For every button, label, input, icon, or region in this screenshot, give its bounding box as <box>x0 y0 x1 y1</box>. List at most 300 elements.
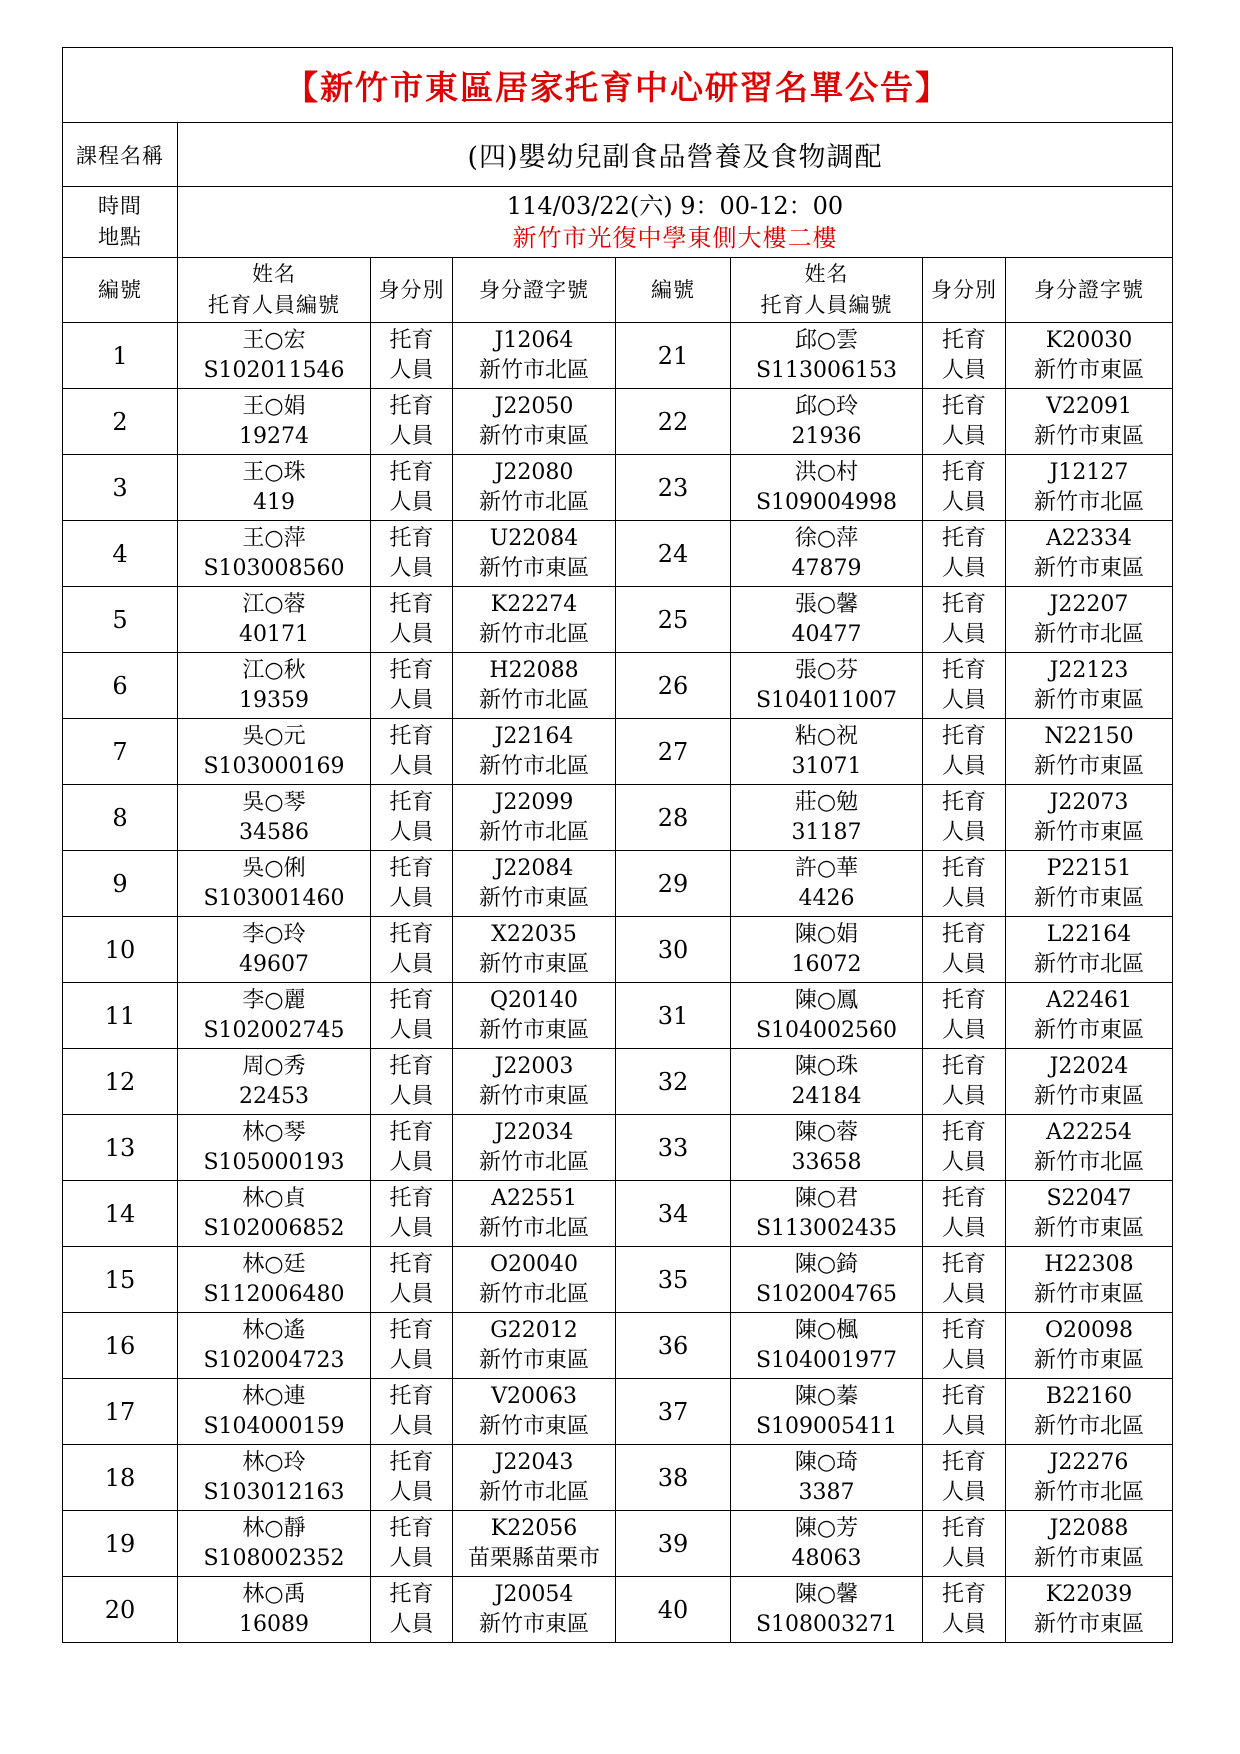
table-row <box>63 653 1173 719</box>
entry-id-area <box>453 785 616 851</box>
entry-identity-type-2: 人員 <box>941 1347 986 1373</box>
entry-name-code-name: 陳○珠 <box>794 1053 859 1079</box>
table-row <box>63 323 1173 389</box>
entry-identity-type-2: 人員 <box>941 489 986 515</box>
entry-name-code <box>731 1049 923 1115</box>
entry-identity-type-1: 托育 <box>389 1053 434 1079</box>
entry-name-code-code: 24184 <box>791 1083 862 1109</box>
entry-name-code <box>178 1049 371 1115</box>
entry-identity <box>923 1445 1006 1511</box>
entry-name-code-code: S109004998 <box>755 489 898 515</box>
entry-id-area-area: 新竹市北區 <box>1033 489 1144 515</box>
entry-id-area-area: 新竹市東區 <box>1033 1281 1144 1307</box>
entry-identity-type-1: 托育 <box>941 1119 986 1145</box>
entry-name-code-code: S103012163 <box>203 1479 345 1505</box>
table-row <box>63 851 1173 917</box>
entry-id-area <box>1006 1115 1173 1181</box>
entry-name-code-code: S113006153 <box>755 357 898 383</box>
entry-number: 39 <box>616 1511 731 1577</box>
entry-identity <box>371 785 453 851</box>
entry-identity-type-1: 托育 <box>941 987 986 1013</box>
entry-identity-type-2: 人員 <box>389 819 434 845</box>
header-identity: 身分別 <box>371 258 453 323</box>
entry-identity-type-2: 人員 <box>941 819 986 845</box>
entry-identity <box>923 1049 1006 1115</box>
entry-id-area-id: O20040 <box>489 1251 579 1277</box>
entry-name-code <box>731 521 923 587</box>
entry-id-area-id: K20030 <box>1045 327 1133 353</box>
entry-id-area <box>1006 719 1173 785</box>
entry-id-area-area: 新竹市北區 <box>478 1281 589 1307</box>
entry-id-area <box>453 1511 616 1577</box>
entry-identity-type-2: 人員 <box>389 1149 434 1175</box>
entry-name-code-name: 洪○村 <box>794 459 859 485</box>
entry-name-code-name: 周○秀 <box>242 1053 306 1079</box>
entry-id-area-area: 新竹市東區 <box>1033 1611 1144 1637</box>
entry-id-area-id: H22088 <box>489 657 579 683</box>
header-no: 編號 <box>63 258 178 323</box>
entry-identity-type-1: 托育 <box>941 459 986 485</box>
entry-number: 8 <box>63 785 178 851</box>
entry-identity-type-1: 托育 <box>941 855 986 881</box>
entry-name-code <box>731 719 923 785</box>
entry-id-area <box>1006 1049 1173 1115</box>
entry-name-code-name: 吳○琴 <box>242 789 306 815</box>
entry-identity-type-1: 托育 <box>941 591 986 617</box>
entry-identity <box>371 521 453 587</box>
entry-id-area <box>1006 323 1173 389</box>
entry-identity <box>371 1379 453 1445</box>
table-row <box>63 1049 1173 1115</box>
entry-number: 10 <box>63 917 178 983</box>
entry-id-area <box>1006 1379 1173 1445</box>
entry-name-code-code: 21936 <box>791 423 862 449</box>
entry-name-code <box>731 587 923 653</box>
entry-id-area <box>453 983 616 1049</box>
entry-id-area-area: 新竹市東區 <box>1033 885 1144 911</box>
entry-id-area <box>453 653 616 719</box>
entry-id-area-id: J22024 <box>1049 1053 1129 1079</box>
entry-identity <box>371 1511 453 1577</box>
table-row <box>63 587 1173 653</box>
entry-id-area-id: J22073 <box>1049 789 1129 815</box>
entry-identity-type-1: 托育 <box>941 1383 986 1409</box>
course-name: (四)嬰幼兒副食品營養及食物調配 <box>178 123 1173 187</box>
entry-id-area <box>1006 1247 1173 1313</box>
entry-name-code-code: 3387 <box>798 1479 855 1505</box>
entry-number: 40 <box>616 1577 731 1643</box>
entry-identity-type-2: 人員 <box>389 1281 434 1307</box>
entry-id-area-id: J22003 <box>494 1053 574 1079</box>
entry-id-area-area: 新竹市東區 <box>1033 357 1144 383</box>
entry-number: 22 <box>616 389 731 455</box>
entry-identity-type-2: 人員 <box>389 951 434 977</box>
entry-identity <box>923 521 1006 587</box>
entry-name-code <box>178 785 371 851</box>
entry-name-code-name: 徐○萍 <box>794 525 859 551</box>
entry-identity-type-2: 人員 <box>389 423 434 449</box>
entry-id-area-area: 新竹市東區 <box>478 423 589 449</box>
entry-id-area <box>453 1247 616 1313</box>
entry-name-code-name: 李○玲 <box>242 921 306 947</box>
entry-name-code <box>178 587 371 653</box>
entry-id-area-area: 新竹市東區 <box>1033 1017 1144 1043</box>
entry-identity-type-2: 人員 <box>389 1083 434 1109</box>
entry-name-code <box>178 719 371 785</box>
entry-name-code <box>178 389 371 455</box>
entry-number: 12 <box>63 1049 178 1115</box>
table-row <box>63 455 1173 521</box>
entry-identity-type-1: 托育 <box>389 525 434 551</box>
header-name-line1: 姓名 <box>804 262 849 286</box>
entry-number: 5 <box>63 587 178 653</box>
entry-identity-type-1: 托育 <box>389 591 434 617</box>
entry-name-code <box>731 1313 923 1379</box>
entry-id-area-id: H22308 <box>1044 1251 1134 1277</box>
entry-number: 28 <box>616 785 731 851</box>
entry-id-area-area: 新竹市北區 <box>478 1215 589 1241</box>
entry-name-code <box>178 983 371 1049</box>
entry-name-code-code: S103000169 <box>203 753 345 779</box>
entry-id-area <box>453 1445 616 1511</box>
entry-name-code <box>731 1577 923 1643</box>
entry-name-code-name: 江○蓉 <box>242 591 306 617</box>
entry-name-code-code: S113002435 <box>755 1215 898 1241</box>
entry-name-code-code: S112006480 <box>203 1281 345 1307</box>
entry-id-area-id: J20054 <box>494 1581 574 1607</box>
entry-identity-type-2: 人員 <box>941 1149 986 1175</box>
entry-name-code <box>178 1445 371 1511</box>
entry-name-code-code: 16072 <box>791 951 862 977</box>
table-row <box>63 917 1173 983</box>
entry-id-area-id: J12064 <box>494 327 574 353</box>
entry-id-area <box>1006 1577 1173 1643</box>
entry-number: 3 <box>63 455 178 521</box>
entry-identity-type-1: 托育 <box>941 393 986 419</box>
entry-id-area-area: 新竹市北區 <box>1033 951 1144 977</box>
entry-identity-type-1: 托育 <box>389 459 434 485</box>
entry-name-code <box>178 1511 371 1577</box>
entry-id-area <box>1006 587 1173 653</box>
entry-name-code-code: S102004723 <box>203 1347 345 1373</box>
entry-identity-type-1: 托育 <box>389 1449 434 1475</box>
table-row <box>63 1247 1173 1313</box>
entry-name-code <box>731 1445 923 1511</box>
entry-name-code <box>731 389 923 455</box>
entry-identity-type-1: 托育 <box>941 1449 986 1475</box>
entry-id-area-id: J22099 <box>494 789 574 815</box>
entry-identity-type-2: 人員 <box>389 687 434 713</box>
entry-identity-type-2: 人員 <box>389 357 434 383</box>
entry-number: 35 <box>616 1247 731 1313</box>
entry-id-area <box>1006 851 1173 917</box>
entry-name-code-name: 林○禹 <box>242 1581 306 1607</box>
entry-id-area-area: 新竹市東區 <box>1033 555 1144 581</box>
entry-name-code-name: 張○馨 <box>794 591 859 617</box>
entry-identity-type-1: 托育 <box>941 1251 986 1277</box>
entry-name-code-code: 48063 <box>791 1545 862 1571</box>
entry-name-code <box>178 1577 371 1643</box>
entry-id-area-id: J22080 <box>494 459 574 485</box>
header-name-line1: 姓名 <box>252 262 296 286</box>
entry-identity-type-1: 托育 <box>941 1515 986 1541</box>
entry-name-code <box>178 455 371 521</box>
entry-number: 7 <box>63 719 178 785</box>
entry-identity <box>371 653 453 719</box>
entry-identity-type-2: 人員 <box>389 1215 434 1241</box>
entry-identity-type-1: 托育 <box>941 657 986 683</box>
entry-id-area-area: 新竹市北區 <box>478 621 589 647</box>
entry-id-area-area: 新竹市北區 <box>1033 1479 1144 1505</box>
entry-number: 9 <box>63 851 178 917</box>
entry-identity-type-1: 托育 <box>389 1185 434 1211</box>
entry-id-area <box>1006 1511 1173 1577</box>
entry-name-code-code: 419 <box>253 489 295 515</box>
entry-id-area-id: A22551 <box>491 1185 577 1211</box>
entry-number: 4 <box>63 521 178 587</box>
entry-id-area-id: B22160 <box>1045 1383 1133 1409</box>
table-row <box>63 389 1173 455</box>
entry-id-area-area: 新竹市北區 <box>1033 621 1144 647</box>
header-identity-2: 身分別 <box>923 258 1006 323</box>
entry-id-area-id: U22084 <box>489 525 579 551</box>
entry-identity <box>371 851 453 917</box>
entry-identity <box>923 653 1006 719</box>
entry-id-area <box>453 389 616 455</box>
entry-id-area <box>453 1313 616 1379</box>
entry-name-code <box>731 1379 923 1445</box>
entry-id-area-id: J22276 <box>1049 1449 1129 1475</box>
entry-identity-type-2: 人員 <box>389 753 434 779</box>
entry-id-area-id: J22050 <box>494 393 574 419</box>
entry-name-code-code: 31071 <box>791 753 862 779</box>
table-row <box>63 785 1173 851</box>
entry-identity-type-2: 人員 <box>389 1347 434 1373</box>
header-id-no-2: 身分證字號 <box>1006 258 1173 323</box>
entry-id-area-area: 新竹市北區 <box>1033 1149 1144 1175</box>
entry-name-code-name: 陳○蓉 <box>794 1119 859 1145</box>
table-row <box>63 1181 1173 1247</box>
entry-number: 15 <box>63 1247 178 1313</box>
entry-identity <box>371 1313 453 1379</box>
entry-id-area <box>453 323 616 389</box>
entry-name-code <box>178 323 371 389</box>
entry-id-area-id: O20098 <box>1044 1317 1134 1343</box>
entry-identity <box>923 785 1006 851</box>
entry-name-code <box>178 851 371 917</box>
entry-name-code-name: 陳○鳳 <box>794 987 859 1013</box>
entry-id-area-id: G22012 <box>490 1317 578 1343</box>
entry-identity-type-2: 人員 <box>941 1611 986 1637</box>
entry-identity-type-2: 人員 <box>941 1083 986 1109</box>
entry-identity-type-2: 人員 <box>941 753 986 779</box>
entry-id-area <box>1006 983 1173 1049</box>
entry-number: 30 <box>616 917 731 983</box>
entry-identity <box>923 1577 1006 1643</box>
entry-id-area-id: P22151 <box>1046 855 1132 881</box>
entry-identity <box>923 983 1006 1049</box>
entry-identity-type-2: 人員 <box>389 1545 434 1571</box>
entry-number: 27 <box>616 719 731 785</box>
entry-number: 1 <box>63 323 178 389</box>
entry-identity-type-1: 托育 <box>389 921 434 947</box>
entry-name-code-code: S104011007 <box>755 687 898 713</box>
entry-name-code-name: 王○宏 <box>242 327 306 353</box>
time-location-label <box>63 187 178 258</box>
entry-name-code-name: 邱○雲 <box>794 327 859 353</box>
entry-name-code-name: 張○芬 <box>794 657 859 683</box>
entry-name-code <box>731 323 923 389</box>
entry-id-area <box>1006 653 1173 719</box>
entry-number: 13 <box>63 1115 178 1181</box>
entry-id-area-area: 新竹市東區 <box>478 951 589 977</box>
entry-identity <box>923 719 1006 785</box>
entry-identity-type-1: 托育 <box>941 1053 986 1079</box>
entry-number: 18 <box>63 1445 178 1511</box>
entry-number: 21 <box>616 323 731 389</box>
entry-name-code-code: 4426 <box>798 885 855 911</box>
entry-number: 2 <box>63 389 178 455</box>
entry-identity <box>371 1049 453 1115</box>
entry-name-code <box>731 917 923 983</box>
entry-name-code-name: 陳○芳 <box>794 1515 859 1541</box>
entry-name-code-code: S109005411 <box>755 1413 898 1439</box>
entry-identity-type-2: 人員 <box>389 885 434 911</box>
entry-id-area-id: X22035 <box>491 921 577 947</box>
entry-id-area-area: 新竹市東區 <box>478 1017 589 1043</box>
session-location: 新竹市光復中學東側大樓二樓 <box>512 224 838 252</box>
entry-id-area-id: J22043 <box>494 1449 574 1475</box>
entry-identity <box>923 389 1006 455</box>
entry-id-area-id: Q20140 <box>489 987 579 1013</box>
entry-identity-type-1: 托育 <box>389 987 434 1013</box>
entry-id-area-area: 新竹市東區 <box>1033 423 1144 449</box>
entry-name-code <box>731 1181 923 1247</box>
entry-name-code-code: S102011546 <box>203 357 345 383</box>
entry-identity-type-1: 托育 <box>941 789 986 815</box>
entry-id-area <box>1006 1181 1173 1247</box>
entry-name-code-name: 陳○馨 <box>794 1581 859 1607</box>
entry-identity-type-2: 人員 <box>941 885 986 911</box>
entry-id-area-area: 新竹市北區 <box>478 687 589 713</box>
entry-name-code <box>178 1115 371 1181</box>
entry-name-code-code: 31187 <box>791 819 862 845</box>
table-row <box>63 521 1173 587</box>
entry-name-code-name: 陳○娟 <box>794 921 859 947</box>
entry-name-code-code: 47879 <box>791 555 862 581</box>
entry-name-code <box>731 785 923 851</box>
entry-identity <box>923 1115 1006 1181</box>
entry-id-area-id: J12127 <box>1049 459 1129 485</box>
entry-id-area <box>453 1181 616 1247</box>
entry-identity <box>371 1181 453 1247</box>
entry-number: 16 <box>63 1313 178 1379</box>
entry-name-code-name: 王○娟 <box>242 393 306 419</box>
entry-name-code-code: 49607 <box>239 951 309 977</box>
entry-name-code-name: 王○萍 <box>242 525 306 551</box>
entry-name-code <box>731 851 923 917</box>
entry-identity-type-2: 人員 <box>941 1413 986 1439</box>
entry-identity-type-2: 人員 <box>941 1479 986 1505</box>
entry-name-code-code: 34586 <box>239 819 309 845</box>
entry-id-area-area: 新竹市北區 <box>478 489 589 515</box>
entry-name-code-code: S102002745 <box>203 1017 345 1043</box>
entry-identity <box>371 917 453 983</box>
entry-id-area-area: 新竹市東區 <box>478 1611 589 1637</box>
entry-identity-type-2: 人員 <box>941 1545 986 1571</box>
entry-name-code <box>178 1247 371 1313</box>
announcement-table <box>62 47 1173 1643</box>
entry-name-code-code: 22453 <box>239 1083 309 1109</box>
entry-identity-type-1: 托育 <box>941 1185 986 1211</box>
entry-name-code-name: 王○珠 <box>242 459 306 485</box>
entry-identity <box>923 587 1006 653</box>
entry-identity-type-2: 人員 <box>389 555 434 581</box>
entry-identity-type-2: 人員 <box>941 357 986 383</box>
entry-id-area <box>453 521 616 587</box>
entry-id-area-area: 新竹市北區 <box>478 753 589 779</box>
entry-name-code <box>178 521 371 587</box>
entry-name-code-name: 林○遙 <box>242 1317 306 1343</box>
entry-identity-type-2: 人員 <box>389 621 434 647</box>
entry-identity-type-1: 托育 <box>941 921 986 947</box>
entry-identity-type-2: 人員 <box>389 1413 434 1439</box>
entry-identity-type-1: 托育 <box>389 1581 434 1607</box>
table-row <box>63 1115 1173 1181</box>
entry-number: 23 <box>616 455 731 521</box>
session-time: 114/03/22(六) 9：00-12：00 <box>506 192 844 220</box>
entry-name-code-name: 吳○元 <box>242 723 306 749</box>
entry-identity-type-1: 托育 <box>389 1383 434 1409</box>
entry-identity <box>371 455 453 521</box>
entry-name-code-name: 莊○勉 <box>794 789 859 815</box>
entry-identity-type-1: 托育 <box>389 1515 434 1541</box>
entry-id-area <box>453 455 616 521</box>
entry-id-area-area: 新竹市北區 <box>1033 1413 1144 1439</box>
entry-identity <box>923 1313 1006 1379</box>
entry-name-code <box>178 917 371 983</box>
entry-identity-type-2: 人員 <box>389 1611 434 1637</box>
entry-number: 19 <box>63 1511 178 1577</box>
table-row <box>63 1379 1173 1445</box>
entry-id-area-area: 新竹市東區 <box>1033 819 1144 845</box>
entry-id-area-area: 新竹市東區 <box>478 885 589 911</box>
entry-identity <box>923 917 1006 983</box>
entry-id-area-id: S22047 <box>1046 1185 1132 1211</box>
entry-name-code <box>178 1379 371 1445</box>
entry-identity <box>371 983 453 1049</box>
entry-name-code-code: 40477 <box>791 621 862 647</box>
entry-id-area-id: A22334 <box>1046 525 1132 551</box>
entry-id-area <box>453 1049 616 1115</box>
entry-identity-type-2: 人員 <box>941 951 986 977</box>
entry-number: 11 <box>63 983 178 1049</box>
entry-name-code-code: 33658 <box>791 1149 862 1175</box>
entry-id-area <box>453 1577 616 1643</box>
location-label: 地點 <box>98 225 142 249</box>
entry-identity-type-1: 托育 <box>389 327 434 353</box>
entry-identity-type-2: 人員 <box>389 489 434 515</box>
entry-identity-type-2: 人員 <box>389 1017 434 1043</box>
table-row <box>63 1577 1173 1643</box>
entry-number: 32 <box>616 1049 731 1115</box>
entry-name-code-name: 陳○錡 <box>794 1251 859 1277</box>
entry-id-area-area: 新竹市北區 <box>478 1479 589 1505</box>
entry-name-code <box>731 1247 923 1313</box>
entry-id-area-area: 新竹市東區 <box>1033 687 1144 713</box>
entry-identity-type-1: 托育 <box>941 525 986 551</box>
entry-identity <box>371 1577 453 1643</box>
